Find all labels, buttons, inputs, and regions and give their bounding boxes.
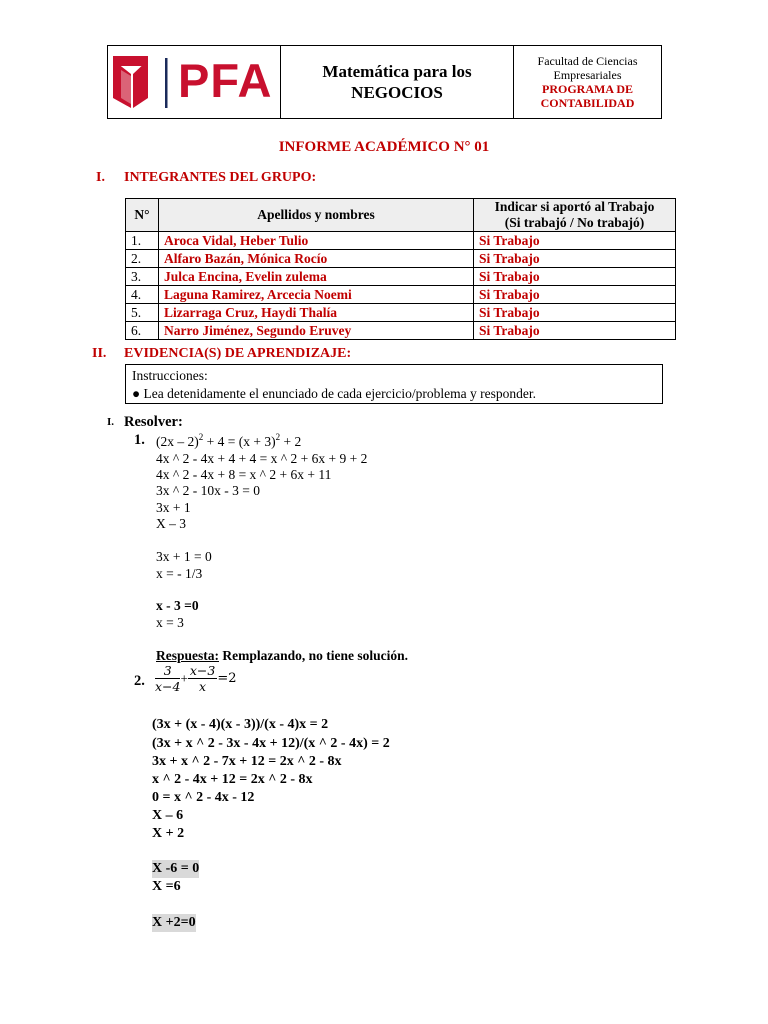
col-header-number: N°: [126, 199, 159, 232]
table-row: [126, 232, 676, 250]
answer-label: Respuesta:: [156, 648, 219, 663]
instructions-item: ● Lea detenidamente el enunciado de cada ejercicio/problema y responder.: [132, 386, 536, 401]
logo-cell: [108, 46, 281, 118]
ex2-step: X – 6: [152, 808, 184, 823]
instructions-box: [125, 364, 663, 404]
document-header: [107, 45, 662, 119]
plus-sign: +: [180, 670, 188, 686]
member-status: Si Trabajo: [474, 304, 676, 322]
fraction-1-denominator: x−4: [155, 679, 181, 694]
col-header-contribution-line1: Indicar si aportó al Trabajo: [494, 199, 655, 214]
members-table: [125, 198, 676, 340]
exercise1-equation: [156, 433, 301, 450]
col-header-name: Apellidos y nombres: [159, 199, 474, 232]
table-row: [126, 322, 676, 340]
faculty-cell: [514, 46, 661, 118]
member-status: Si Trabajo: [474, 232, 676, 250]
section2-numeral: II.: [92, 346, 107, 361]
fraction-1: [155, 663, 180, 694]
exercise1-number: 1.: [134, 432, 145, 448]
ex1-step: 3x ^ 2 - 10x - 3 = 0: [156, 483, 260, 498]
ex1-step: 3x + 1: [156, 500, 191, 515]
ex1-solution: x = - 1/3: [156, 566, 203, 581]
row-number: 3.: [126, 268, 159, 286]
ex2-solution: X =6: [152, 879, 181, 894]
faculty-line2: Empresariales: [553, 68, 622, 82]
eq-part-a: (2x – 2): [156, 434, 199, 449]
exercise2-equation: [155, 663, 236, 694]
fraction-2: [188, 663, 217, 694]
course-title-cell: [281, 46, 514, 118]
ex1-solution: x - 3 =0: [156, 598, 199, 613]
ex1-step: 4x ^ 2 - 4x + 4 + 4 = x ^ 2 + 6x + 9 + 2: [156, 451, 368, 466]
table-row: [126, 268, 676, 286]
equation-rhs: =2: [217, 671, 237, 686]
member-name: Laguna Ramirez, Arcecia Noemi: [159, 286, 474, 304]
table-header-row: [126, 199, 676, 232]
eq-part-b: + 4 = (x + 3): [203, 434, 276, 449]
resolver-label: Resolver:: [124, 414, 183, 430]
member-name: Julca Encina, Evelin zulema: [159, 268, 474, 286]
ex1-step: 4x ^ 2 - 4x + 8 = x ^ 2 + 6x + 11: [156, 467, 332, 482]
row-number: 2.: [126, 250, 159, 268]
ex2-step: 3x + x ^ 2 - 7x + 12 = 2x ^ 2 - 8x: [152, 754, 342, 769]
ex2-step: X + 2: [152, 826, 185, 841]
member-name: Lizarraga Cruz, Haydi Thalía: [159, 304, 474, 322]
report-title: INFORME ACADÉMICO N° 01: [278, 139, 490, 155]
table-row: [126, 250, 676, 268]
row-number: 4.: [126, 286, 159, 304]
program-line1: PROGRAMA DE: [542, 82, 633, 96]
section1-title: INTEGRANTES DEL GRUPO:: [124, 170, 317, 185]
exponent: 2: [275, 432, 281, 442]
logo-text: PFA: [178, 54, 273, 107]
member-name: Aroca Vidal, Heber Tulio: [159, 232, 474, 250]
exponent: 2: [198, 432, 204, 442]
member-status: Si Trabajo: [474, 286, 676, 304]
fraction-2-denominator: x: [199, 679, 207, 694]
exercise2-number: 2.: [134, 673, 145, 689]
table-row: [126, 304, 676, 322]
faculty-line1: Facultad de Ciencias: [537, 54, 638, 68]
col-header-contribution-line2: (Si trabajó / No trabajó): [504, 215, 645, 230]
ex2-step: (3x + x ^ 2 - 3x - 4x + 12)/(x ^ 2 - 4x) = 2: [152, 736, 390, 751]
ex2-step: (3x + (x - 4)(x - 3))/(x - 4)x = 2: [152, 717, 329, 732]
fraction-2-numerator: x−3: [189, 663, 216, 678]
ex2-solution-highlighted: X +2=0: [152, 915, 196, 930]
row-number: 5.: [126, 304, 159, 322]
member-name: Narro Jiménez, Segundo Eruvey: [159, 322, 474, 340]
program-line2: CONTABILIDAD: [540, 96, 635, 110]
col-header-contribution: [474, 199, 676, 232]
member-status: Si Trabajo: [474, 322, 676, 340]
ex1-answer: [156, 647, 408, 664]
ex1-solution: x = 3: [156, 615, 184, 630]
ex1-solution: 3x + 1 = 0: [156, 549, 212, 564]
fraction-1-numerator: 3: [155, 663, 180, 679]
answer-text: Remplazando, no tiene solución.: [219, 648, 409, 663]
course-title-line1: Matemática para los: [322, 62, 472, 81]
row-number: 6.: [126, 322, 159, 340]
section2-title: EVIDENCIA(S) DE APRENDIZAJE:: [124, 346, 352, 361]
ex2-step: x ^ 2 - 4x + 12 = 2x ^ 2 - 8x: [152, 772, 313, 787]
ex2-step: 0 = x ^ 2 - 4x - 12: [152, 790, 255, 805]
resolver-numeral: I.: [107, 416, 115, 428]
member-status: Si Trabajo: [474, 250, 676, 268]
member-name: Alfaro Bazán, Mónica Rocío: [159, 250, 474, 268]
member-status: Si Trabajo: [474, 268, 676, 286]
course-title-line2: NEGOCIOS: [351, 83, 443, 102]
row-number: 1.: [126, 232, 159, 250]
ex2-solution-highlighted: X -6 = 0: [152, 861, 200, 876]
section1-numeral: I.: [96, 170, 105, 185]
table-row: [126, 286, 676, 304]
ex1-step: X – 3: [156, 516, 186, 531]
eq-part-c: + 2: [280, 434, 302, 449]
instructions-label: Instrucciones:: [132, 368, 208, 383]
